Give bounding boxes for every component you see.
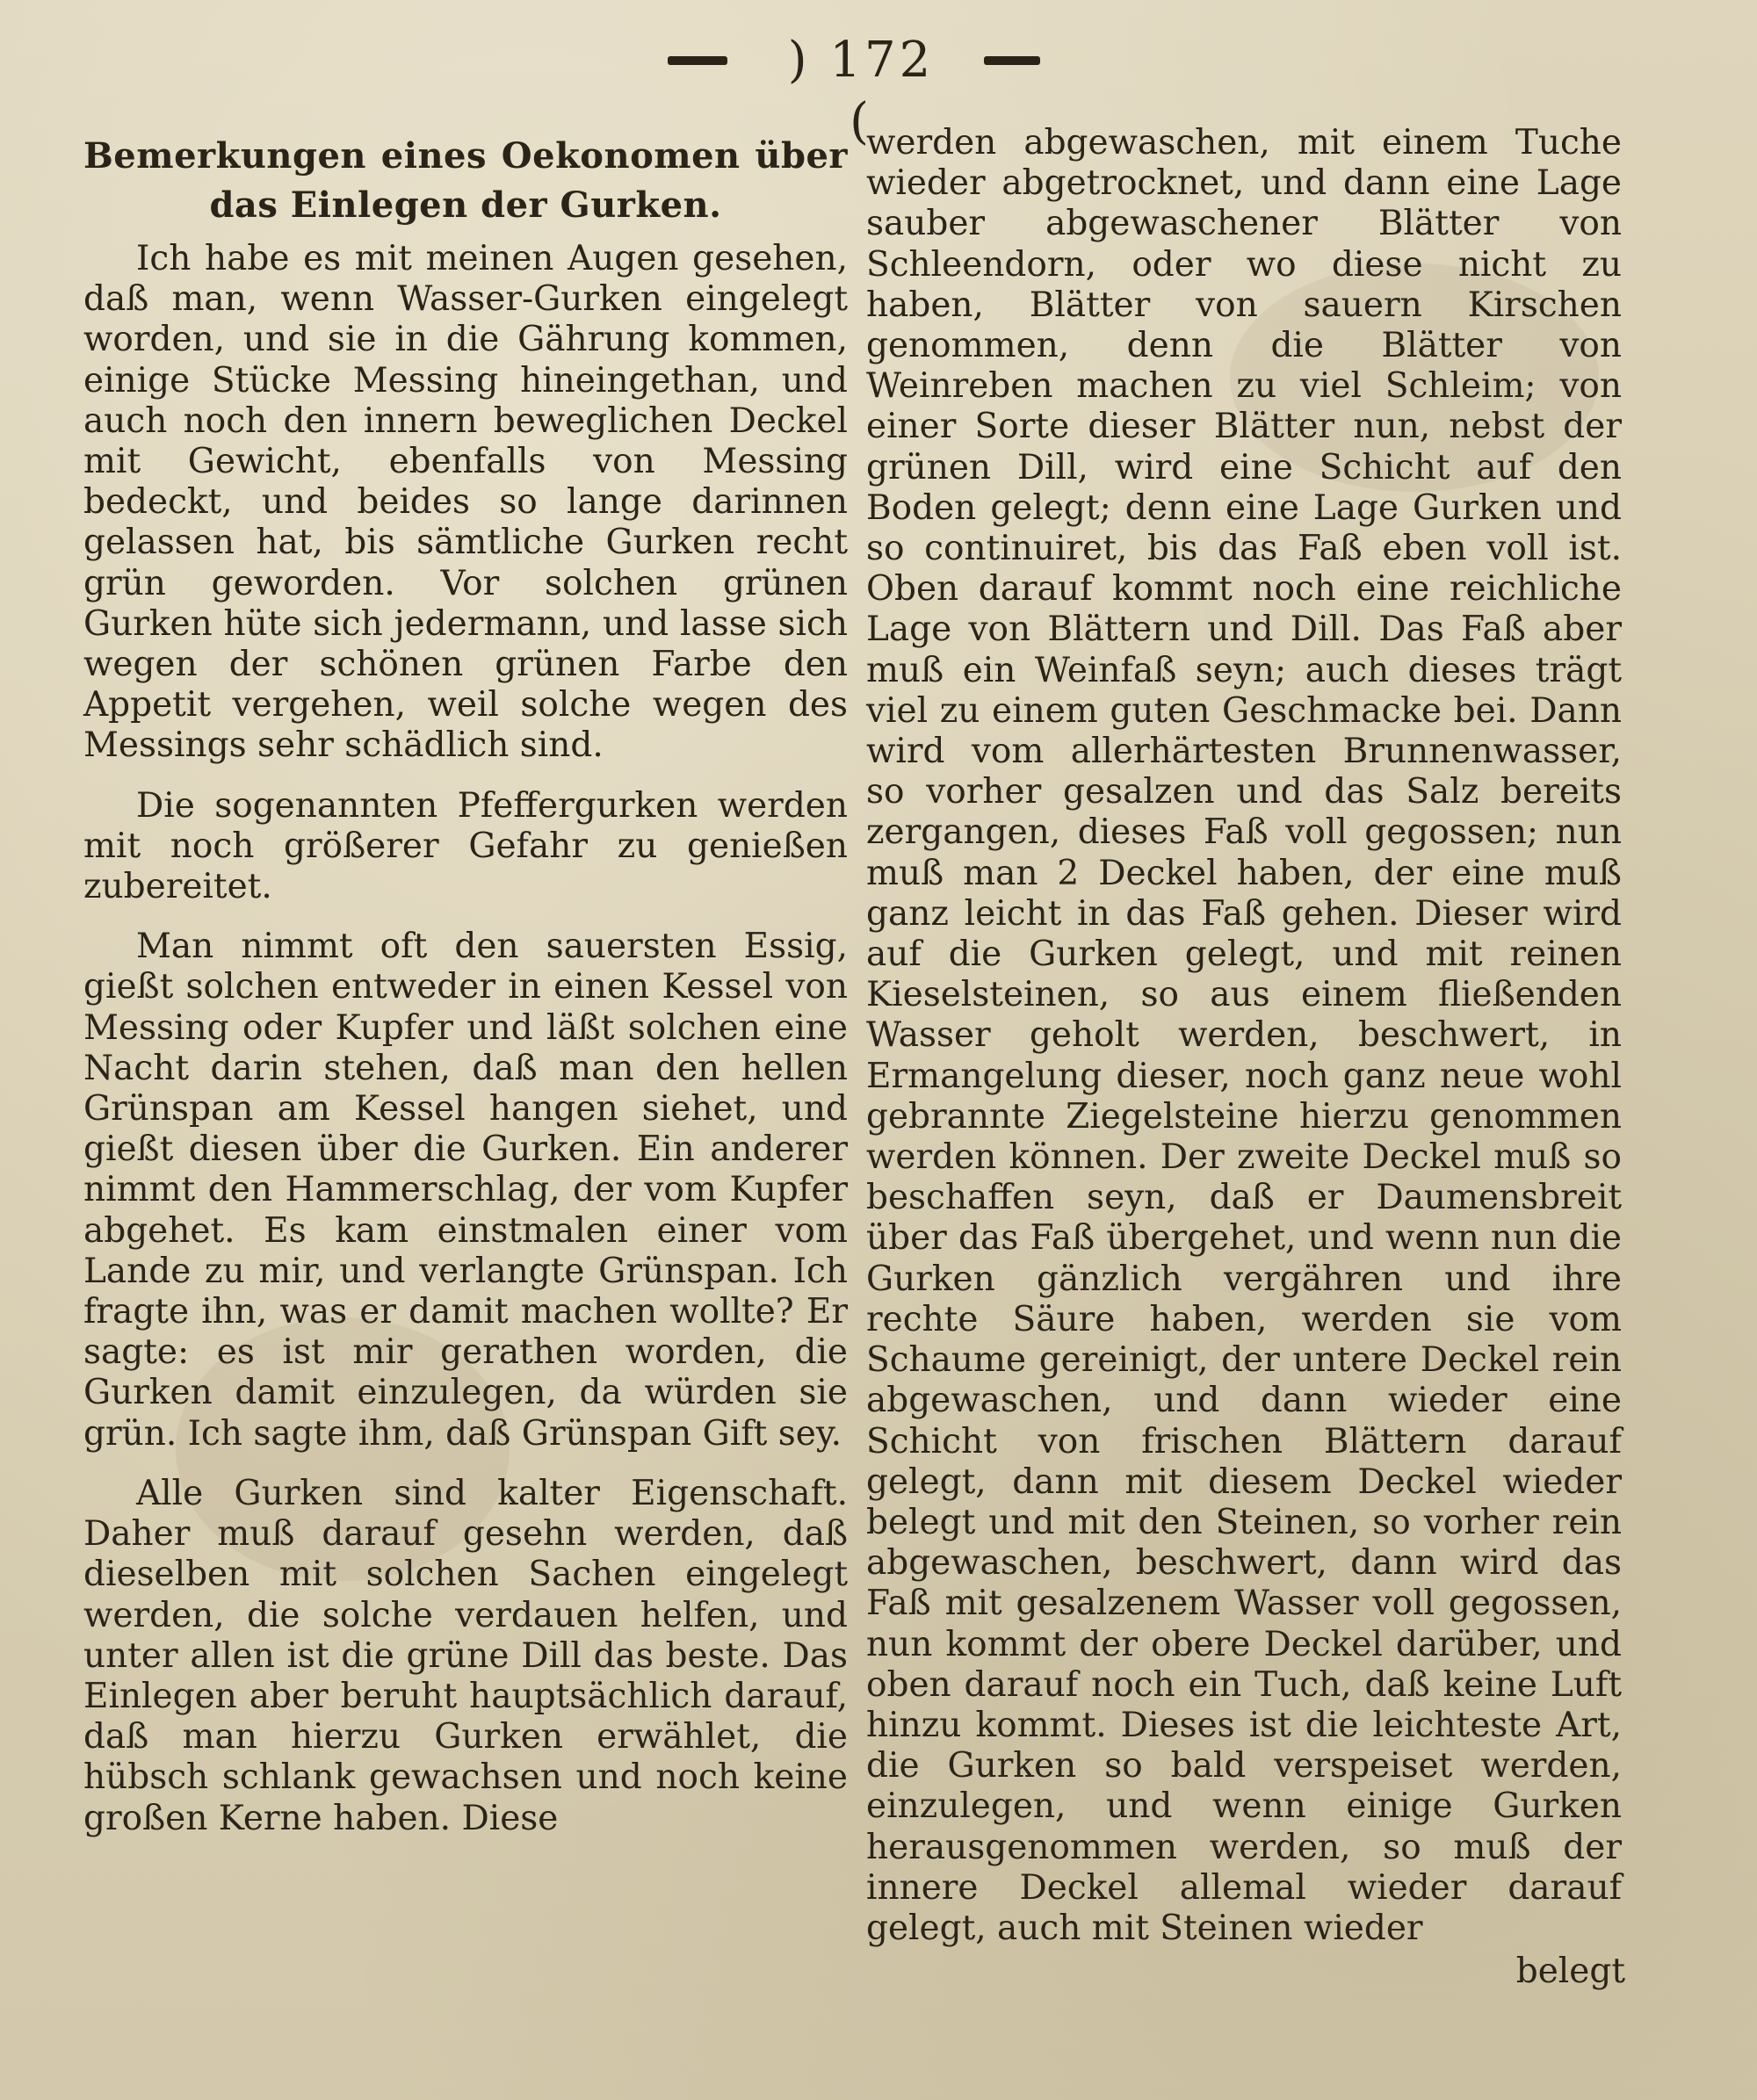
paragraph-1: Ich habe es mit meinen Augen gesehen, daß man, wenn Wasser-Gurken eingelegt worden, und sie in die Gährung kommen, einige Stücke Messing hineingethan, und auch noch den innern beweglichen Deckel mit Gewicht, ebenfalls von Messing bedeckt, und beides so lange darinnen gelassen hat, bis sämtliche Gurken recht grün geworden. Vor solchen grünen Gurken hüte sich jedermann, und lasse sich wegen der schönen grünen Farbe den Appetit vergehen, weil solche wegen des Messings sehr schädlich sind. xyxy=(83,239,848,766)
catchword: belegt xyxy=(1515,1952,1625,1991)
paragraph-2: Die sogenannten Pfeffergurken werden mit noch größerer Gefahr zu genießen zubereitet. xyxy=(83,785,848,907)
right-column-text: werden abgewaschen, mit einem Tuche wieder abgetrocknet, und dann eine Lage sauber abgewaschener Blätter von Schleendorn, oder wo diese nicht zu haben, Blätter von sauern Kirschen genommen, denn die Blätter von Weinreben machen zu viel Schleim; von einer Sorte dieser Blätter nun, nebst der grünen Dill, wird eine Schicht auf den Boden gelegt; denn eine Lage Gurken und so continuiret, bis das Faß eben voll ist. Oben darauf kommt noch eine reichliche Lage von Blättern und Dill. Das Faß aber muß ein Weinfaß seyn; auch dieses trägt viel zu einem guten Geschmacke bei. Dann wird vom allerhärtesten Brunnenwasser, so vorher gesalzen und das Salz bereits zergangen, dieses Faß voll gegossen; nun muß man 2 Deckel haben, der eine muß ganz leicht in das Faß gehen. Dieser wird auf die Gurken gelegt, und mit reinen Kieselsteinen, so aus einem fließenden Wasser geholt werden, beschwert, in Ermangelung dieser, noch ganz neue wohl gebrannte Ziegelsteine hierzu genommen werden können. Der zweite Deckel muß so beschaffen seyn, daß er Daumensbreit über das Faß übergehet, und wenn nun die Gurken gänzlich vergähren und ihre rechte Säure haben, werden sie vom Schaume gereinigt, der untere Deckel rein abgewaschen, und dann wieder eine Schicht von frischen Blättern darauf gelegt, dann mit diesem Deckel wieder belegt und mit den Steinen, so vorher rein abgewaschen, beschwert, dann wird das Faß mit gesalzenem Wasser voll gegossen, nun kommt der obere Deckel darüber, und oben darauf noch ein Tuch, daß keine Luft hinzu kommt. Dieses ist die leichteste Art, die Gurken so bald verspeiset werden, einzulegen, und wenn einige Gurken herausgenommen werden, so muß der innere Deckel allemal wieder darauf gelegt, auch mit Steinen wieder xyxy=(866,123,1622,1948)
paragraph-3: Man nimmt oft den sauersten Essig, gießt solchen entweder in einen Kessel von Messing oder Kupfer und läßt solchen eine Nacht darin stehen, daß man den hellen Grünspan am Kessel hangen siehet, und gießt diesen über die Gurken. Ein anderer nimmt den Hammerschlag, der vom Kupfer abgehet. Es kam einstmalen einer vom Lande zu mir, und verlangte Grünspan. Ich fragte ihn, was er damit machen wollte? Er sagte: es ist mir gerathen worden, die Gurken damit einzulegen, da würden sie grün. Ich sagte ihm, daß Grünspan Gift sey. xyxy=(83,927,848,1454)
left-column xyxy=(83,123,848,1858)
page-header xyxy=(0,30,1757,150)
page-number: ) 172 ( xyxy=(787,32,935,150)
header-rule-left xyxy=(668,56,727,65)
paragraph-4: Alle Gurken sind kalter Eigenschaft. Daher muß darauf gesehn werden, daß dieselben mit solchen Sachen eingelegt werden, die solche verdauen helfen, und unter allen ist die grüne Dill das beste. Das Einlegen aber beruht hauptsächlich darauf, daß man hierzu Gurken erwählet, die hübsch schlank gewachsen und noch keine großen Kerne haben. Diese xyxy=(83,1473,848,1838)
header-rule-right xyxy=(984,56,1040,65)
right-column xyxy=(866,123,1622,1949)
article-heading: Bemerkungen eines Oekonomen über das Einlegen der Gurken. xyxy=(83,135,848,226)
